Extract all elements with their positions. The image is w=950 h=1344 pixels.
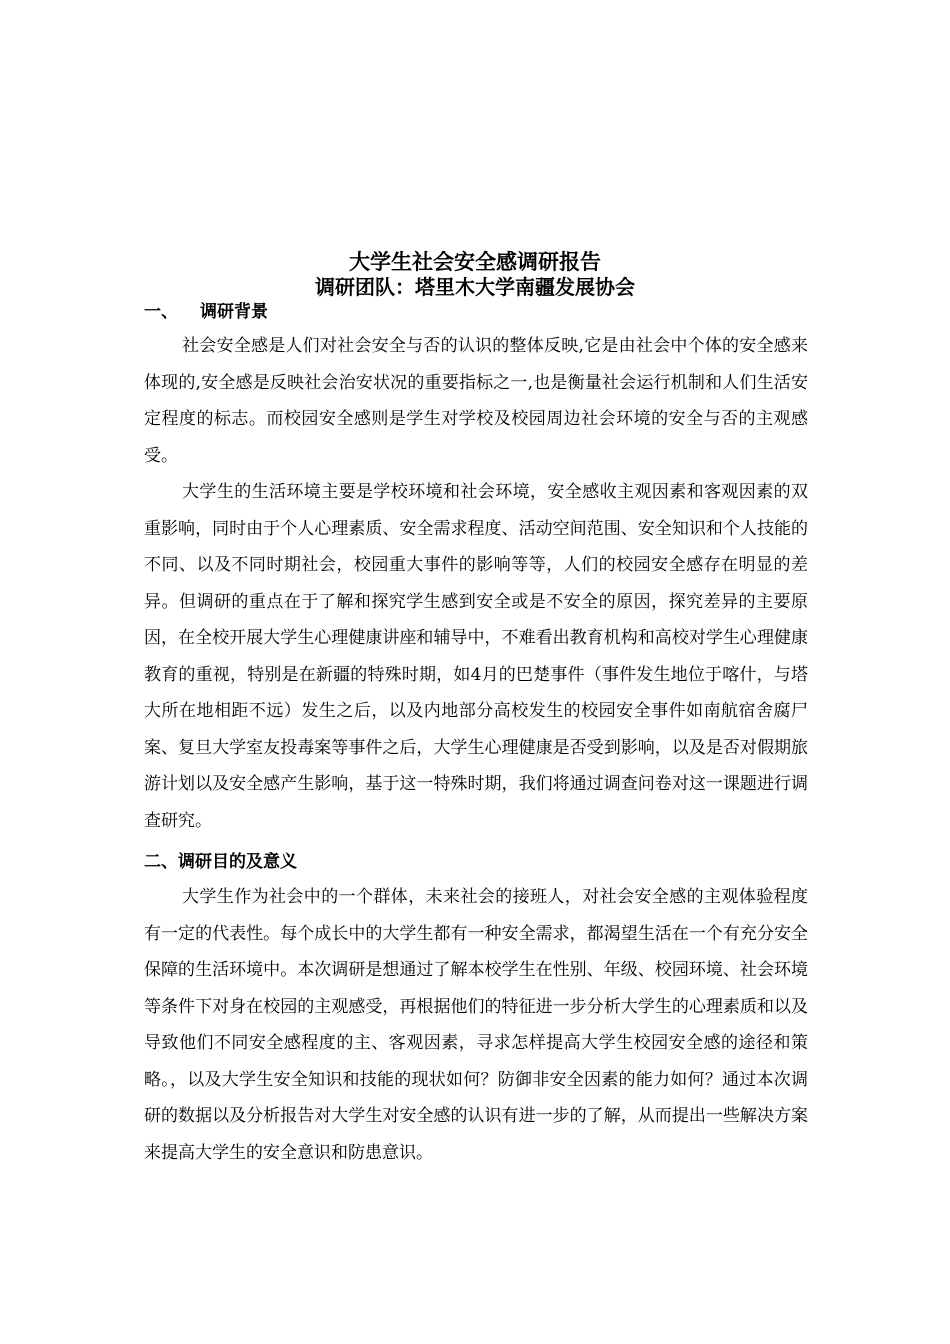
section-title: 二、调研目的及意义 [144,852,297,872]
section-heading-purpose [144,850,297,874]
paragraph: 大学生作为社会中的一个群体，未来社会的接班人，对社会安全感的主观体验程度有一定的代表性。每个成长中的大学生都有一种安全需求，都渴望生活在一个有充分安全保障的生活环境中。本次调研是想通过了解本校学生在性别、年级、校园环境、社会环境等条件下对身在校园的主观感受，再根据他们的特征进一步分析大学生的心理素质和以及导致他们不同安全感程度的主、客观因素，寻求怎样提高大学生校园安全感的途径和策略。，以及大学生安全知识和技能的现状如何？防御非安全因素的能力如何？通过本次调研的数据以及分析报告对大学生对安全感的认识有进一步的了解，从而提出一些解决方案来提高大学生的安全意识和防患意识。 [144,887,808,1163]
research-team: 调研团队：塔里木大学南疆发展协会 [315,275,635,299]
paragraph: 大学生的生活环境主要是学校环境和社会环境，安全感收主观因素和客观因素的双重影响，同时由于个人心理素质、安全需求程度、活动空间范围、安全知识和个人技能的不同、以及不同时期社会，校园重大事件的影响等等，人们的校园安全感存在明显的差异。但调研的重点在于了解和探究学生感到安全或是不安全的原因，探究差异的主要原因，在全校开展大学生心理健康讲座和辅导中，不难看出教育机构和高校对学生心理健康教育的重视，特别是在新疆的特殊时期，如4月的巴楚事件（事件发生地位于喀什，与塔大所在地相距不远）发生之后，以及内地部分高校发生的校园安全事件如南航宿舍腐尸案、复旦大学室友投毒案等事件之后，大学生心理健康是否受到影响，以及是否对假期旅游计划以及安全感产生影响，基于这一特殊时期，我们将通过调查问卷对这一课题进行调查研究。 [144,482,808,831]
report-title: 大学生社会安全感调研报告 [349,250,601,274]
section-number: 一、 [144,302,178,322]
section-title: 调研背景 [200,302,268,322]
paragraph: 社会安全感是人们对社会安全与否的认识的整体反映,它是由社会中个体的安全感来体现的,安全感是反映社会治安状况的重要指标之一,也是衡量社会运行机制和人们生活安定程度的标志。而校园安全感则是学生对学校及校园周边社会环境的安全与否的主观感受。 [144,336,808,466]
section-body-purpose [144,879,808,1171]
section-body-background [144,328,808,839]
section-heading-background [144,300,268,324]
